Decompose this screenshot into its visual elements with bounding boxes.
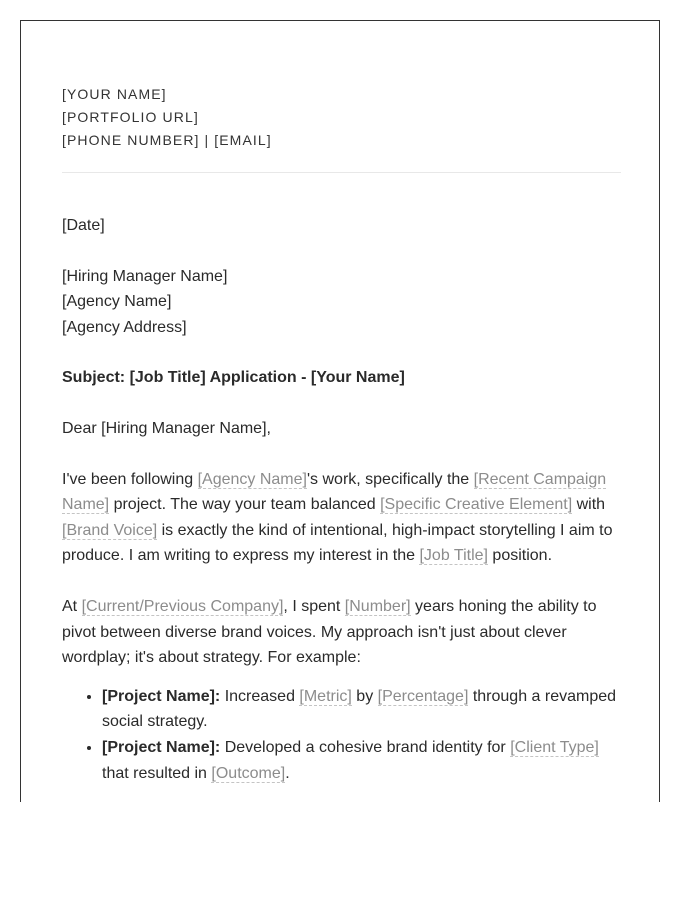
placeholder-percentage[interactable]: [Percentage]	[377, 687, 469, 705]
sender-email: [EMAIL]	[214, 132, 272, 148]
text-run: that resulted in	[102, 764, 212, 782]
project-label: [Project Name]:	[102, 687, 221, 705]
sender-name: [YOUR NAME]	[62, 86, 167, 102]
placeholder-number[interactable]: [Number]	[344, 597, 411, 615]
placeholder-agency-name[interactable]: [Agency Name]	[197, 470, 307, 488]
letter-content	[62, 21, 622, 786]
letter-date: [Date]	[62, 217, 105, 234]
placeholder-company[interactable]: [Current/Previous Company]	[81, 597, 284, 615]
text-run: Developed a cohesive brand identity for	[220, 738, 511, 756]
project-label: [Project Name]:	[102, 738, 221, 756]
list-item	[102, 735, 622, 786]
placeholder-brand-voice[interactable]: [Brand Voice]	[62, 521, 158, 539]
placeholder-creative-element[interactable]: [Specific Creative Element]	[380, 496, 573, 514]
text-run: position.	[487, 547, 553, 565]
list-item	[102, 684, 622, 735]
text-run: At	[62, 597, 82, 615]
recipient-address: [Agency Address]	[62, 318, 187, 336]
contact-separator: |	[199, 132, 215, 148]
text-run: with	[572, 496, 606, 514]
recipient-block	[62, 264, 622, 341]
placeholder-recent-campaign[interactable]: [Recent Campaign Name]	[62, 470, 607, 514]
text-run: by	[351, 687, 378, 705]
placeholder-outcome[interactable]: [Outcome]	[211, 764, 286, 782]
letter-page	[20, 20, 660, 802]
salutation: Dear [Hiring Manager Name],	[62, 419, 271, 437]
paragraph-intro	[62, 467, 622, 569]
header-divider	[62, 172, 621, 173]
paragraph-experience	[62, 594, 622, 671]
text-run: years honing the ability to pivot between diverse brand voices. My approach isn't just about clever wordplay; it's about strategy. For example:	[62, 597, 597, 667]
placeholder-client-type[interactable]: [Client Type]	[510, 738, 599, 756]
text-run: 's work, specifically the	[306, 470, 474, 488]
placeholder-metric[interactable]: [Metric]	[299, 687, 352, 705]
text-run: is exactly the kind of intentional, high-impact storytelling I aim to produce. I am writing to express my interest in the	[62, 521, 613, 565]
placeholder-job-title[interactable]: [Job Title]	[419, 547, 488, 565]
text-run: project. The way your team balanced	[109, 496, 381, 514]
recipient-manager: [Hiring Manager Name]	[62, 267, 228, 285]
text-run: , I spent	[283, 597, 345, 615]
sender-header	[62, 83, 622, 152]
subject-line: Subject: [Job Title] Application - [Your Name]	[62, 369, 405, 387]
text-run: through a revamped social strategy.	[102, 687, 617, 731]
text-run: I've been following	[62, 470, 198, 488]
recipient-agency: [Agency Name]	[62, 293, 172, 311]
text-run: .	[285, 764, 290, 782]
achievements-list	[62, 684, 622, 786]
sender-phone: [PHONE NUMBER]	[62, 132, 200, 148]
text-run: Increased	[220, 687, 300, 705]
sender-contact	[62, 129, 622, 152]
sender-portfolio: [PORTFOLIO URL]	[62, 109, 199, 125]
